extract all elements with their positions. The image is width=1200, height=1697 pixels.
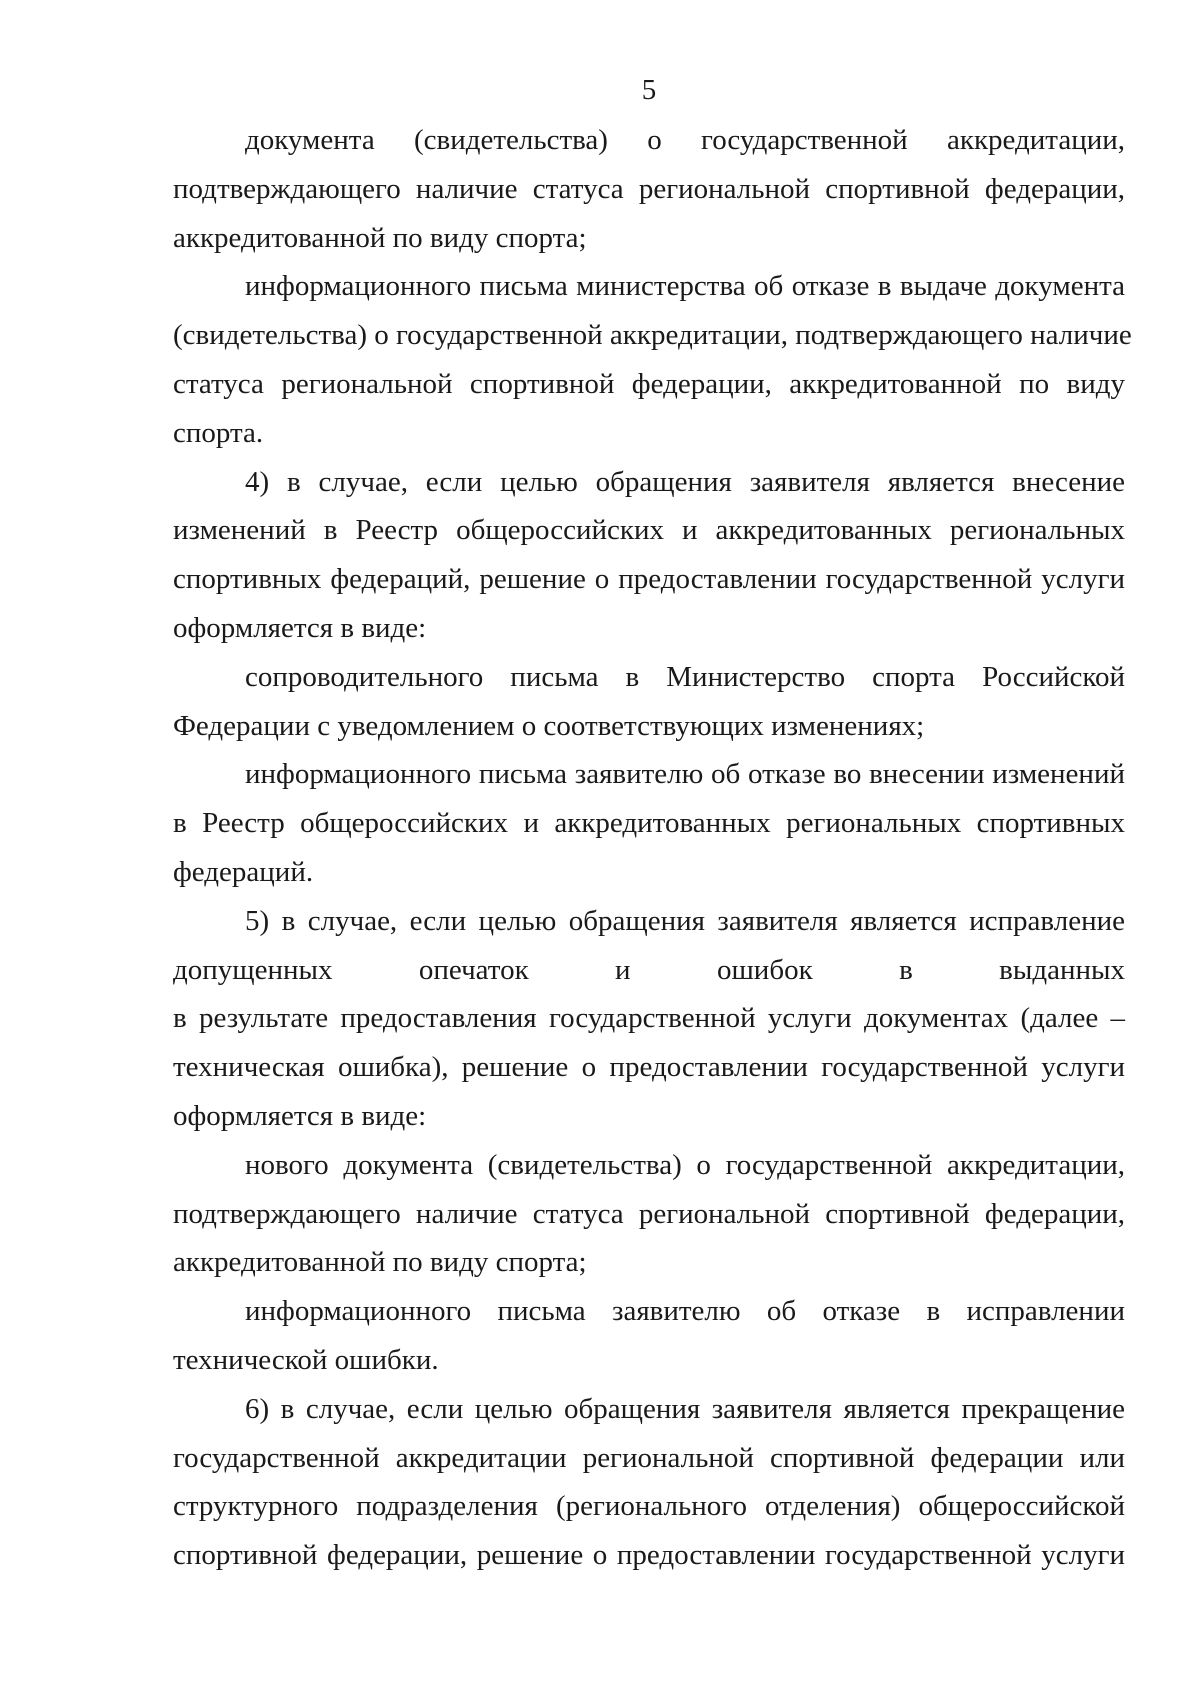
text-line: изменений в Реестр общероссийских и аккредитованных региональных <box>173 514 1125 547</box>
text-line: (свидетельства) о государственной аккредитации, подтверждающего наличие <box>173 319 1132 352</box>
document-page <box>173 70 1132 1580</box>
text-line: аккредитованной по виду спорта; <box>173 221 587 254</box>
text-line: в Реестр общероссийских и аккредитованных региональных спортивных <box>173 807 1125 840</box>
text-line: оформляется в виде: <box>173 611 427 644</box>
text-line: подтверждающего наличие статуса региональной спортивной федерации, <box>173 1197 1125 1230</box>
text-line: подтверждающего наличие статуса региональной спортивной федерации, <box>173 172 1125 205</box>
page-number: 5 <box>641 74 657 106</box>
text-line: техническая ошибка), решение о предоставлении государственной услуги <box>173 1051 1125 1084</box>
text-line: информационного письма министерства об отказе в выдаче документа <box>245 270 1125 303</box>
text-line: 4) в случае, если целью обращения заявителя является внесение <box>245 465 1125 498</box>
text-line: в результате предоставления государственной услуги документах (далее – <box>173 1002 1125 1035</box>
text-line: документа (свидетельства) о государственной аккредитации, <box>245 124 1125 156</box>
text-line: оформляется в виде: <box>173 1099 427 1132</box>
text-line: статуса региональной спортивной федерации, аккредитованной по виду <box>173 367 1125 400</box>
text-line: информационного письма заявителю об отказе во внесении изменений <box>245 758 1125 791</box>
text-line: технической ошибки. <box>173 1343 439 1376</box>
text-line: допущенных опечаток и ошибок в выданных <box>173 953 1125 986</box>
text-line: спорта. <box>173 416 264 449</box>
text-line: федераций. <box>173 855 314 888</box>
text-line: информационного письма заявителю об отказе в исправлении <box>245 1295 1125 1328</box>
text-line: аккредитованной по виду спорта; <box>173 1246 587 1279</box>
text-line: спортивных федераций, решение о предоставлении государственной услуги <box>173 563 1125 596</box>
text-line: спортивной федерации, решение о предоставлении государственной услуги <box>173 1539 1125 1572</box>
text-line: сопроводительного письма в Министерство спорта Российской <box>245 660 1125 693</box>
text-line: государственной аккредитации региональной спортивной федерации или <box>173 1441 1125 1474</box>
text-line: 5) в случае, если целью обращения заявителя является исправление <box>245 904 1125 937</box>
text-line: 6) в случае, если целью обращения заявителя является прекращение <box>245 1392 1125 1425</box>
text-line: нового документа (свидетельства) о государственной аккредитации, <box>245 1148 1125 1181</box>
text-line: Федерации с уведомлением о соответствующих изменениях; <box>173 709 925 742</box>
text-line: структурного подразделения (регионального отделения) общероссийской <box>173 1490 1125 1523</box>
document-body <box>173 116 1132 1580</box>
